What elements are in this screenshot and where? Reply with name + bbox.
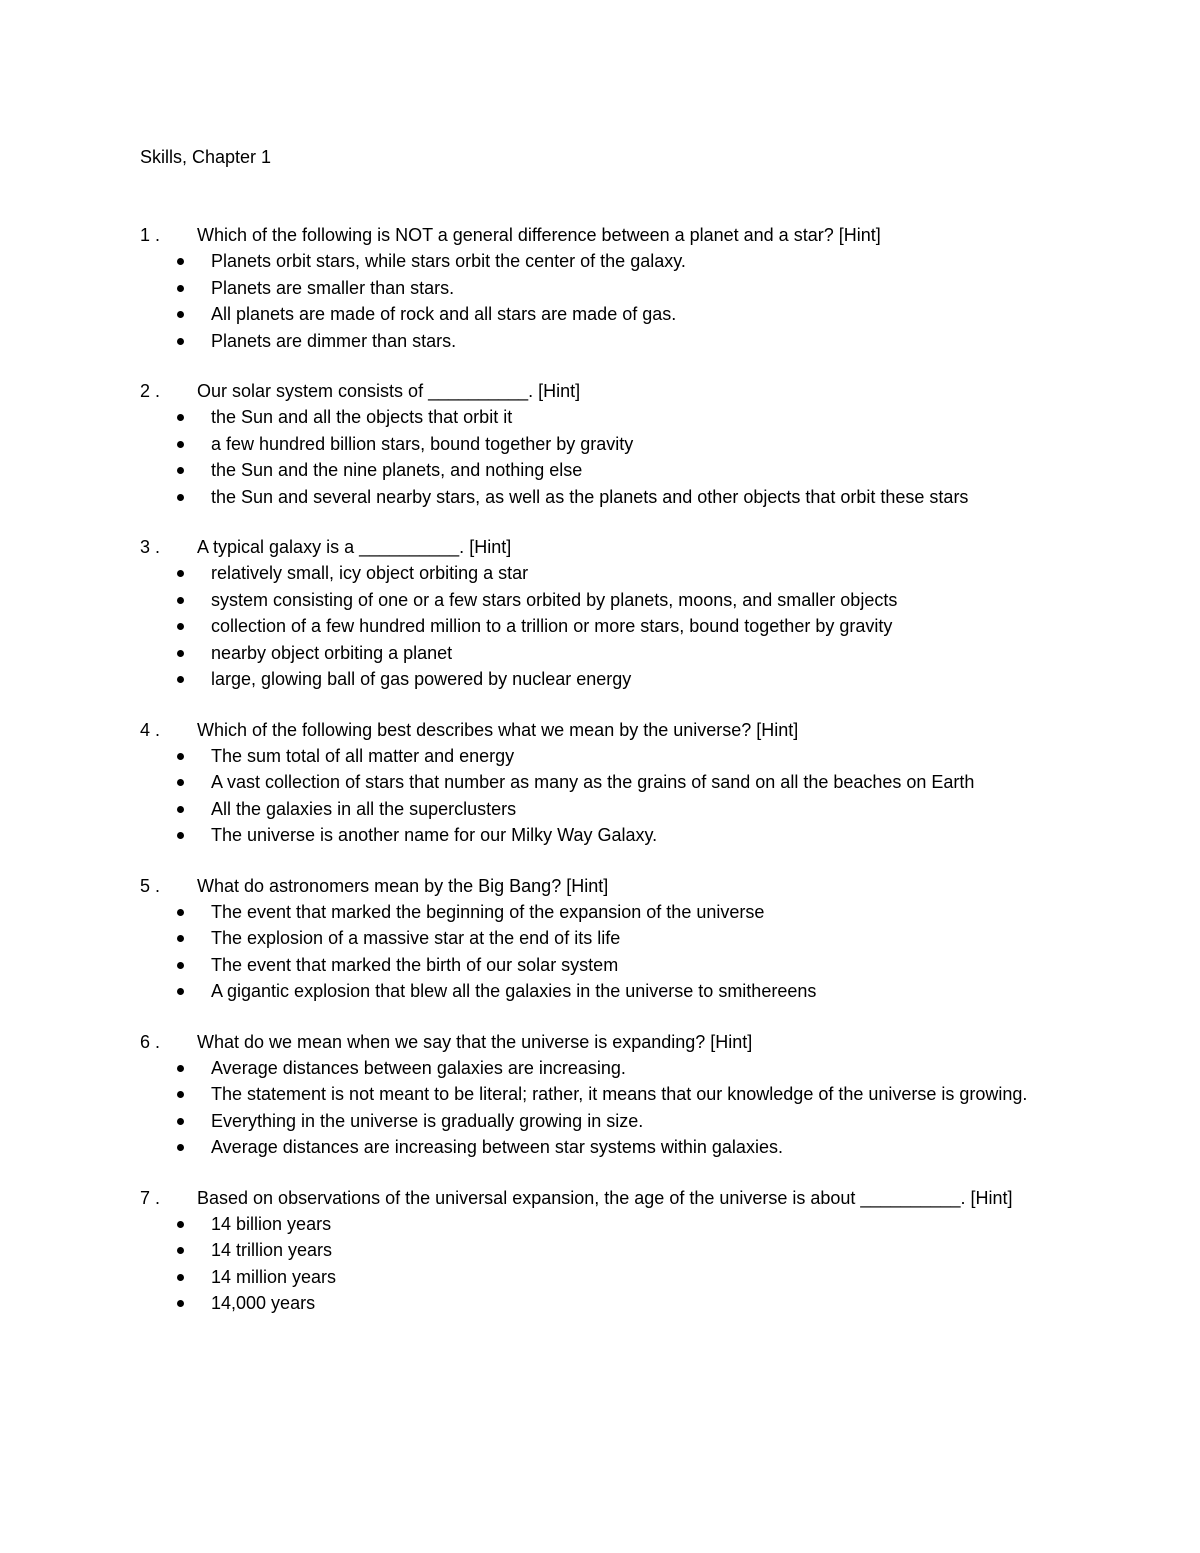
option-item <box>140 404 1060 430</box>
bullet-icon <box>177 494 184 501</box>
option-text: nearby object orbiting a planet <box>211 642 453 663</box>
question-number: 5 . <box>140 875 161 896</box>
option-item <box>140 640 1060 666</box>
bullet-icon <box>177 988 184 995</box>
option-list <box>140 404 1060 510</box>
option-item <box>140 1290 1060 1316</box>
option-item <box>140 978 1060 1004</box>
bullet-icon <box>177 1144 184 1151</box>
bullet-icon <box>177 650 184 657</box>
option-item <box>140 301 1060 327</box>
bullet-icon <box>177 285 184 292</box>
option-item <box>140 431 1060 457</box>
option-text: collection of a few hundred million to a trillion or more stars, bound together by gravity <box>211 616 893 637</box>
option-item <box>140 484 1060 510</box>
bullet-icon <box>177 1247 184 1254</box>
option-item <box>140 899 1060 925</box>
question-1 <box>140 222 1060 354</box>
bullet-icon <box>177 1118 184 1125</box>
bullet-icon <box>177 597 184 604</box>
option-item <box>140 613 1060 639</box>
option-item <box>140 952 1060 978</box>
option-text: the Sun and all the objects that orbit it <box>211 407 513 428</box>
question-text: Which of the following best describes what we mean by the universe? [Hint] <box>197 719 799 740</box>
option-item <box>140 328 1060 354</box>
bullet-icon <box>177 1300 184 1307</box>
question-3-prompt <box>140 534 1060 560</box>
option-item <box>140 1211 1060 1237</box>
question-4-prompt <box>140 717 1060 743</box>
option-text: Average distances between galaxies are increasing. <box>211 1057 626 1078</box>
option-item <box>140 1081 1060 1107</box>
bullet-icon <box>177 1065 184 1072</box>
question-3 <box>140 534 1060 692</box>
option-list <box>140 560 1060 692</box>
document-title: Skills, Chapter 1 <box>140 147 272 167</box>
option-text: Planets are smaller than stars. <box>211 277 455 298</box>
bullet-icon <box>177 414 184 421</box>
option-item <box>140 666 1060 692</box>
option-text: The event that marked the birth of our solar system <box>211 954 619 975</box>
option-text: The event that marked the beginning of the expansion of the universe <box>211 901 765 922</box>
option-text: the Sun and the nine planets, and nothing else <box>211 460 583 481</box>
bullet-icon <box>177 962 184 969</box>
question-list <box>140 222 1060 1341</box>
option-item <box>140 457 1060 483</box>
option-item <box>140 587 1060 613</box>
question-4 <box>140 717 1060 849</box>
option-item <box>140 1237 1060 1263</box>
option-text: The sum total of all matter and energy <box>211 745 515 766</box>
option-text: All the galaxies in all the superclusters <box>211 798 517 819</box>
question-text: Our solar system consists of __________. [Hint] <box>197 381 581 402</box>
option-item <box>140 1264 1060 1290</box>
bullet-icon <box>177 832 184 839</box>
option-item <box>140 275 1060 301</box>
option-list <box>140 1055 1060 1161</box>
option-item <box>140 1055 1060 1081</box>
question-number: 2 . <box>140 381 161 402</box>
question-number: 6 . <box>140 1031 161 1052</box>
option-item <box>140 1134 1060 1160</box>
option-text: the Sun and several nearby stars, as well as the planets and other objects that orbit these stars <box>211 486 969 507</box>
option-item <box>140 796 1060 822</box>
bullet-icon <box>177 676 184 683</box>
option-item <box>140 1108 1060 1134</box>
bullet-icon <box>177 1274 184 1281</box>
question-5 <box>140 873 1060 1005</box>
question-number: 3 . <box>140 537 161 558</box>
bullet-icon <box>177 623 184 630</box>
question-text: Based on observations of the universal expansion, the age of the universe is about __________. [Hint] <box>197 1187 1013 1208</box>
question-5-prompt <box>140 873 1060 899</box>
option-text: 14 billion years <box>211 1214 332 1234</box>
bullet-icon <box>177 311 184 318</box>
option-list <box>140 248 1060 354</box>
question-number: 1 . <box>140 225 161 245</box>
bullet-icon <box>177 1221 184 1228</box>
option-item <box>140 769 1060 795</box>
option-item <box>140 925 1060 951</box>
bullet-icon <box>177 806 184 813</box>
option-list <box>140 1211 1060 1317</box>
option-text: Planets orbit stars, while stars orbit the center of the galaxy. <box>211 251 686 272</box>
bullet-icon <box>177 258 184 265</box>
option-item <box>140 822 1060 848</box>
option-text: large, glowing ball of gas powered by nuclear energy <box>211 669 632 690</box>
option-item <box>140 743 1060 769</box>
option-text: relatively small, icy object orbiting a star <box>211 563 529 584</box>
option-text: system consisting of one or a few stars orbited by planets, moons, and smaller objects <box>211 589 898 610</box>
option-item <box>140 560 1060 586</box>
option-text: a few hundred billion stars, bound together by gravity <box>211 433 634 454</box>
option-text: Planets are dimmer than stars. <box>211 330 457 351</box>
question-text: A typical galaxy is a __________. [Hint] <box>197 537 512 558</box>
option-text: A vast collection of stars that number as many as the grains of sand on all the beaches on Earth <box>211 772 975 793</box>
bullet-icon <box>177 1091 184 1098</box>
question-6 <box>140 1029 1060 1161</box>
option-text: The statement is not meant to be literal; rather, it means that our knowledge of the universe is growing. <box>211 1084 1028 1105</box>
bullet-icon <box>177 441 184 448</box>
question-2 <box>140 378 1060 510</box>
question-text: What do astronomers mean by the Big Bang? [Hint] <box>197 875 609 896</box>
option-text: 14 million years <box>211 1266 337 1287</box>
question-text: What do we mean when we say that the universe is expanding? [Hint] <box>197 1031 753 1052</box>
option-text: Everything in the universe is gradually growing in size. <box>211 1110 644 1131</box>
bullet-icon <box>177 753 184 760</box>
option-text: Average distances are increasing between star systems within galaxies. <box>211 1137 783 1158</box>
bullet-icon <box>177 909 184 916</box>
bullet-icon <box>177 338 184 345</box>
bullet-icon <box>177 935 184 942</box>
question-number: 7 . <box>140 1187 161 1208</box>
option-text: All planets are made of rock and all stars are made of gas. <box>211 304 677 325</box>
question-1-prompt <box>140 222 1060 248</box>
option-text: The explosion of a massive star at the end of its life <box>211 928 621 949</box>
question-6-prompt <box>140 1029 1060 1055</box>
option-text: 14 trillion years <box>211 1240 333 1261</box>
question-number: 4 . <box>140 719 161 740</box>
option-text: 14,000 years <box>211 1293 316 1314</box>
option-text: The universe is another name for our Milky Way Galaxy. <box>211 825 658 846</box>
question-7-prompt <box>140 1185 1060 1211</box>
bullet-icon <box>177 779 184 786</box>
bullet-icon <box>177 570 184 577</box>
question-2-prompt <box>140 378 1060 404</box>
option-list <box>140 743 1060 849</box>
option-text: A gigantic explosion that blew all the galaxies in the universe to smithereens <box>211 981 817 1002</box>
question-text: Which of the following is NOT a general difference between a planet and a star? [Hint] <box>197 225 881 245</box>
option-list <box>140 899 1060 1005</box>
bullet-icon <box>177 467 184 474</box>
question-7 <box>140 1185 1060 1317</box>
option-item <box>140 248 1060 274</box>
